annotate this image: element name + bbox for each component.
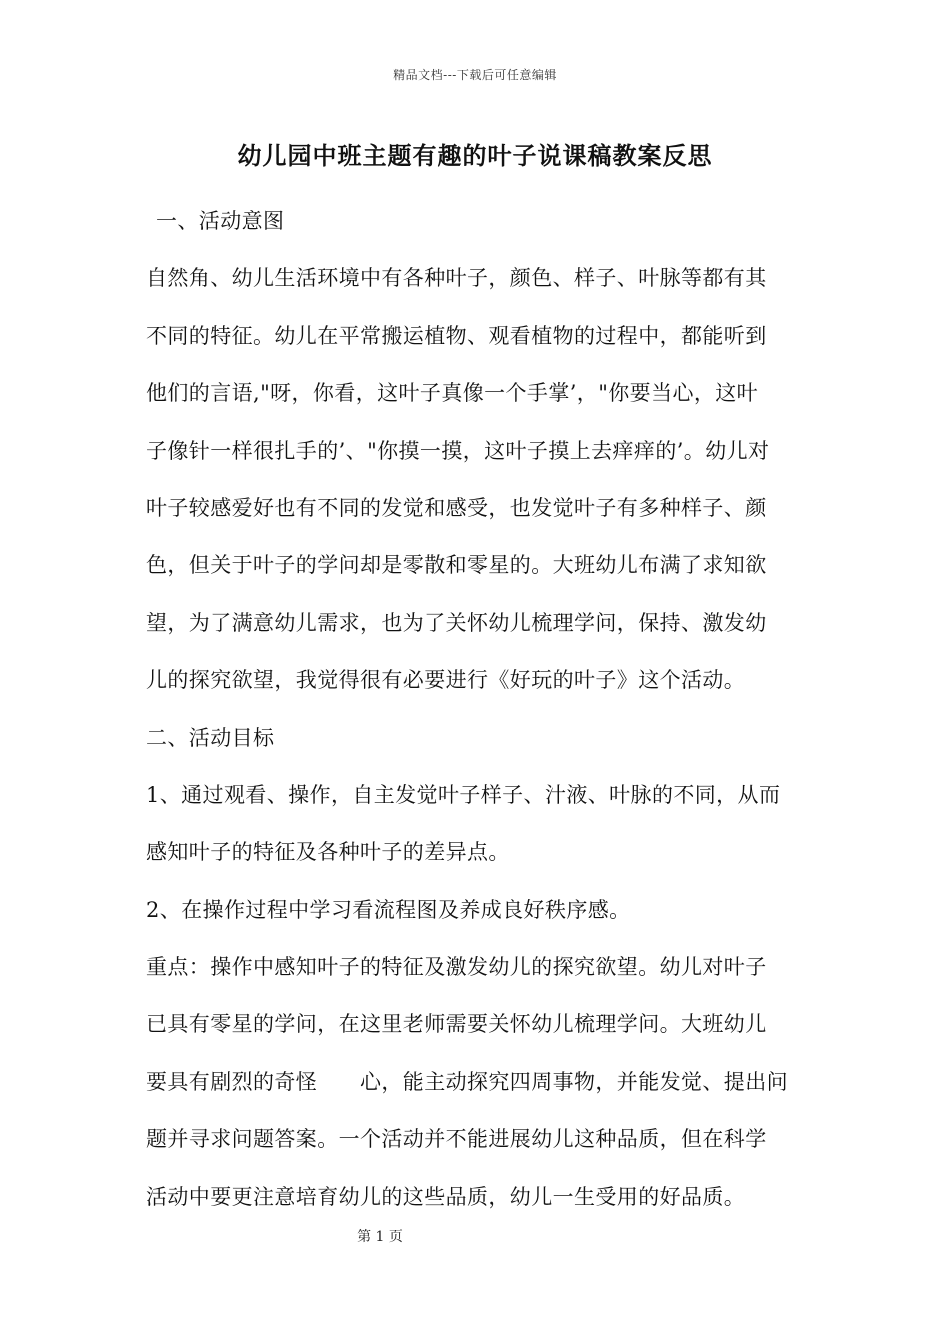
paragraph-line: 色，但关于叶子的学问却是零散和零星的。大班幼儿布满了求知欲 — [146, 553, 767, 578]
paragraph-line: 望，为了满意幼儿需求，也为了关怀幼儿梳理学问，保持、激发幼 — [146, 610, 767, 635]
paragraph-line: 不同的特征。幼儿在平常搬运植物、观看植物的过程中，都能听到 — [146, 323, 767, 348]
paragraph-line: 感知叶子的特征及各种叶子的差异点。 — [146, 840, 510, 865]
paragraph-line: 活动中要更注意培育幼儿的这些品质，幼儿一生受用的好品质。 — [146, 1184, 746, 1209]
paragraph-line: 他们的言语,"呀，你看，这叶子真像一个手掌’，"你要当心，这叶 — [146, 381, 759, 406]
paragraph-line: 子像针一样很扎手的’、"你摸一摸，这叶子摸上去痒痒的’。幼儿对 — [146, 438, 770, 463]
paragraph-line: 已具有零星的学问，在这里老师需要关怀幼儿梳理学问。大班幼儿 — [146, 1012, 767, 1037]
document-body — [146, 200, 806, 1233]
document-title: 幼儿园中班主题有趣的叶子说课稿教案反思 — [237, 141, 713, 170]
section-heading-intent: 一、活动意图 — [156, 209, 285, 233]
paragraph-line: 1、通过观看、操作，自主发觉叶子样子、汁液、叶脉的不同，从而 — [146, 782, 781, 807]
paragraph-line: 2、在操作过程中学习看流程图及养成良好秩序感。 — [146, 897, 631, 922]
paragraph-line: 重点：操作中感知叶子的特征及激发幼儿的探究欲望。幼儿对叶子 — [146, 955, 767, 980]
paragraph-line: 叶子较感爱好也有不同的发觉和感受，也发觉叶子有多种样子、颜 — [146, 495, 767, 520]
page-header: 精品文档---下载后可任意编辑 — [393, 68, 557, 82]
section-heading-goals: 二、活动目标 — [146, 725, 275, 750]
paragraph-line: 要具有剧烈的奇怪 心，能主动探究四周事物，并能发觉、提出问 — [146, 1069, 788, 1094]
paragraph-line: 自然角、幼儿生活环境中有各种叶子，颜色、样子、叶脉等都有其 — [146, 266, 767, 291]
page-number: 第 1 页 — [357, 1229, 403, 1245]
paragraph-line: 题并寻求问题答案。一个活动并不能进展幼儿这种品质，但在科学 — [146, 1127, 767, 1152]
paragraph-line: 儿的探究欲望，我觉得很有必要进行《好玩的叶子》这个活动。 — [146, 668, 746, 693]
